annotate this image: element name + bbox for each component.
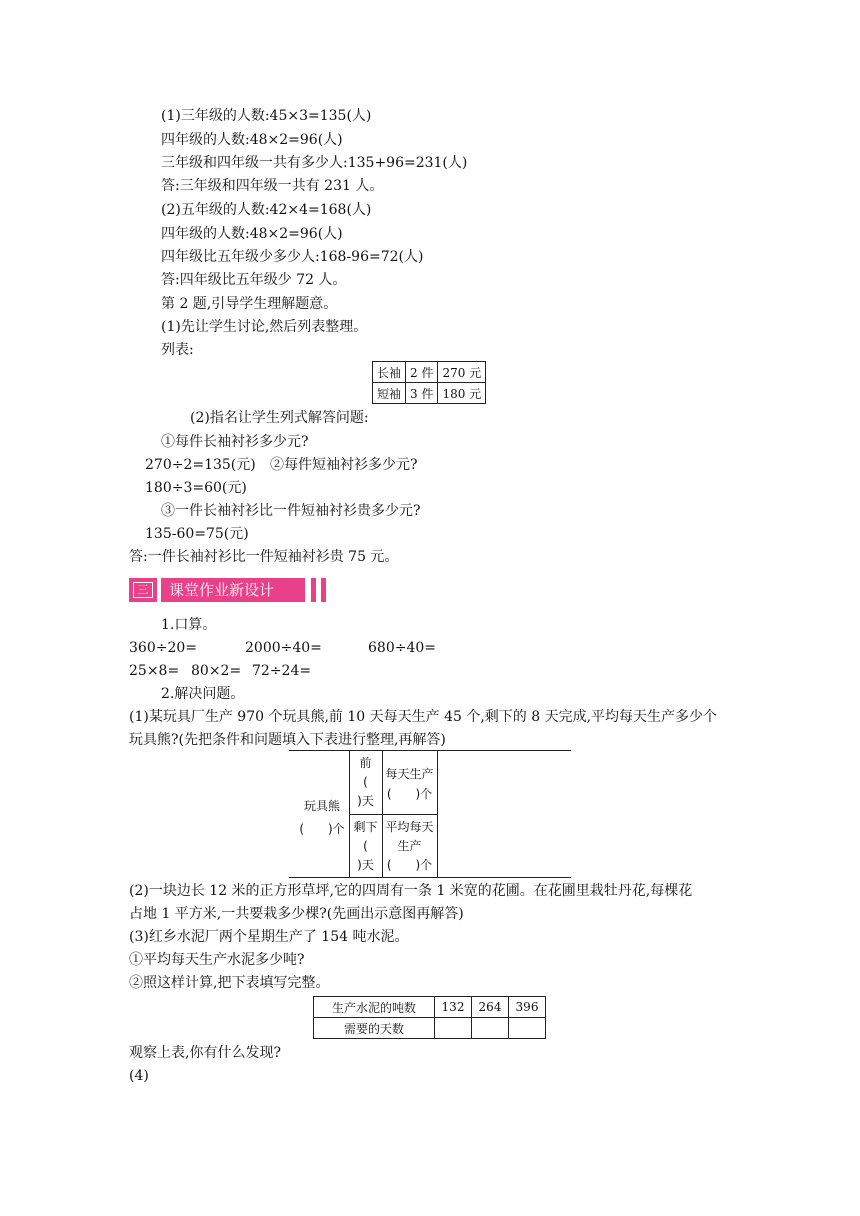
table-label: 平均每天 — [385, 820, 434, 834]
text-line: (1)三年级的人数:45×3=135(人) — [161, 108, 372, 124]
calc-item: 2000÷40= — [245, 640, 322, 656]
toy-bear-table — [289, 750, 571, 878]
text-line: 四年级的人数:48×2=96(人) — [161, 132, 343, 148]
blank-cell — [472, 1018, 509, 1039]
text-line: 列表: — [161, 342, 194, 358]
calc-item: 25×8= — [129, 663, 180, 679]
section-number-badge: 三 — [129, 578, 157, 602]
blank-field: ( )个 — [299, 822, 345, 836]
calc-item: 80×2= — [191, 663, 242, 679]
blank-cell — [435, 1018, 472, 1039]
blank-field: ( — [363, 839, 368, 853]
text-line: (2)五年级的人数:42×4=168(人) — [161, 202, 372, 218]
table-cell: 396 — [509, 997, 546, 1018]
table-cell: 3 件 — [406, 383, 438, 404]
blank-field: ( )个 — [386, 787, 433, 801]
text-line: ③一件长袖衬衫比一件短袖衬衫贵多少元? — [161, 503, 421, 519]
text-line: 四年级比五年级少多少人:168-96=72(人) — [161, 249, 424, 265]
calc-item: 360÷20= — [129, 640, 197, 656]
text-line: 观察上表,你有什么发现? — [129, 1045, 281, 1061]
text-line: 占地 1 平方米,一共要栽多少棵?(先画出示意图再解答) — [129, 906, 464, 922]
cement-table — [313, 996, 546, 1039]
text-line: 第 2 题,引导学生理解题意。 — [161, 296, 338, 312]
table-cell: 270 元 — [438, 362, 486, 383]
calc-item: 72÷24= — [252, 663, 312, 679]
text-line: (3)红乡水泥厂两个星期生产了 154 吨水泥。 — [129, 929, 409, 945]
text-line: 2.解决问题。 — [161, 686, 245, 702]
text-line: (1)先让学生讨论,然后列表整理。 — [161, 319, 368, 335]
table-cell: 180 元 — [438, 383, 486, 404]
text-line: 135-60=75(元) — [145, 526, 249, 542]
text-line: 180÷3=60(元) — [145, 480, 247, 496]
blank-field: )天 — [357, 794, 374, 808]
blank-cell — [509, 1018, 546, 1039]
table-cell: 短袖 — [373, 383, 406, 404]
blank-field: )天 — [357, 858, 374, 872]
text-line: 三年级和四年级一共有多少人:135+96=231(人) — [161, 155, 468, 171]
text-line: 答:四年级比五年级少 72 人。 — [161, 272, 347, 288]
calc-item: 680÷40= — [368, 640, 436, 656]
text-line: (2)指名让学生列式解答问题: — [190, 410, 369, 426]
table-cell: 长袖 — [373, 362, 406, 383]
section-title: 课堂作业新设计 — [161, 578, 305, 602]
table-cell: 264 — [472, 997, 509, 1018]
blank-field: ( )个 — [386, 858, 433, 872]
section-banner — [129, 578, 329, 602]
text-line: 玩具熊?(先把条件和问题填入下表进行整理,再解答) — [129, 732, 446, 748]
text-line: 四年级的人数:48×2=96(人) — [161, 226, 343, 242]
text-line: 答:一件长袖衬衫比一件短袖衬衫贵 75 元。 — [129, 549, 399, 565]
text-line: 270÷2=135(元) — [145, 457, 256, 473]
table-cell: 2 件 — [406, 362, 438, 383]
text-line: 答:三年级和四年级一共有 231 人。 — [161, 178, 384, 194]
text-line: (1)某玩具厂生产 970 个玩具熊,前 10 天每天生产 45 个,剩下的 8 天完成,平均每天生产多少个 — [129, 709, 718, 725]
table-label: 玩具熊 — [303, 799, 340, 813]
blank-field: ( — [363, 775, 368, 789]
text-line: ②照这样计算,把下表填写完整。 — [129, 975, 330, 991]
table-cell: 132 — [435, 997, 472, 1018]
table-label: 生产水泥的吨数 — [314, 997, 435, 1018]
table-label: 每天生产 — [385, 767, 434, 781]
shirt-table — [372, 361, 486, 404]
table-label: 前 — [359, 756, 372, 770]
text-line: (2)一块边长 12 米的正方形草坪,它的四周有一条 1 米宽的花圃。在花圃里栽牡丹花,每棵花 — [129, 883, 693, 899]
text-line: ①每件长袖衬衫多少元? — [161, 434, 309, 450]
text-line: 1.口算。 — [161, 617, 217, 633]
table-label: 剩下 — [353, 820, 378, 834]
text-line: ①平均每天生产水泥多少吨? — [129, 952, 305, 968]
text-line: (4) — [129, 1068, 149, 1084]
table-label: 需要的天数 — [314, 1018, 435, 1039]
text-line: ②每件短袖衬衫多少元? — [270, 457, 418, 473]
table-label: 生产 — [397, 839, 422, 853]
